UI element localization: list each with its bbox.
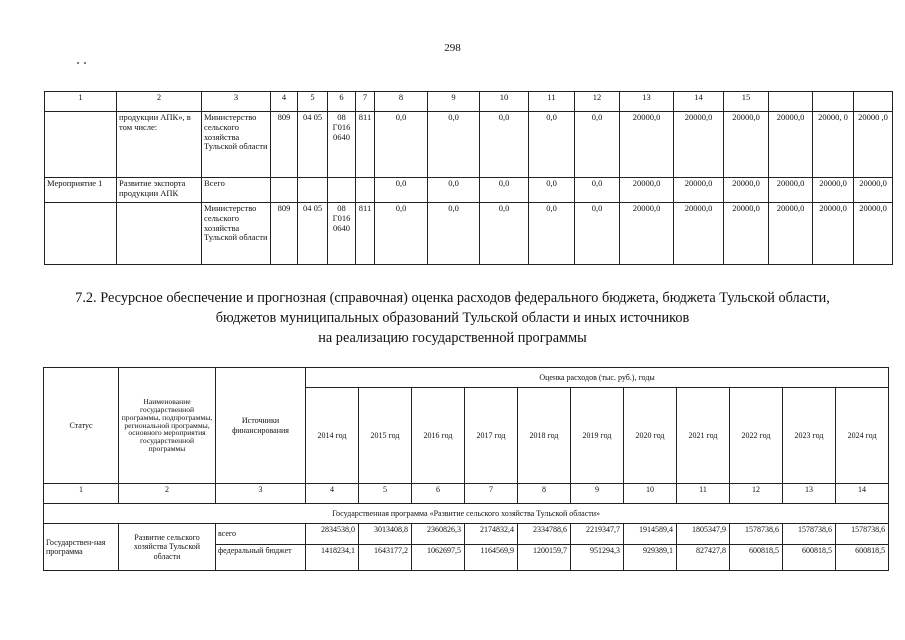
value-cell: 2360826,3 xyxy=(412,524,465,545)
value-cell: 0,0 xyxy=(529,178,575,203)
value-cell: 1643177,2 xyxy=(359,545,412,571)
header-cell: 4 xyxy=(271,92,298,112)
value-cell: 20000,0 xyxy=(674,203,724,265)
value-cell: 20000,0 xyxy=(724,178,769,203)
bottom-header-row xyxy=(44,368,889,388)
value-cell: 1200159,7 xyxy=(518,545,571,571)
value-cell: 20000,0 xyxy=(769,203,813,265)
value-cell: 827427,8 xyxy=(677,545,730,571)
column-number: 3 xyxy=(216,484,306,504)
header-cell: 11 xyxy=(529,92,575,112)
header-cell xyxy=(854,92,893,112)
value-cell: 20000,0 xyxy=(674,178,724,203)
header-cell: 1 xyxy=(45,92,117,112)
value-cell: 1418234,1 xyxy=(306,545,359,571)
header-cell: 15 xyxy=(724,92,769,112)
cell xyxy=(356,178,375,203)
year-header: 2023 год xyxy=(783,388,836,484)
cell: 04 05 xyxy=(298,203,328,265)
value-cell: 20000,0 xyxy=(620,178,674,203)
cell: 811 xyxy=(356,112,375,178)
value-cell: 0,0 xyxy=(575,112,620,178)
section-title xyxy=(0,288,905,348)
value-cell: 3013408,8 xyxy=(359,524,412,545)
cell xyxy=(117,203,202,265)
column-number: 6 xyxy=(412,484,465,504)
year-header: 2019 год xyxy=(571,388,624,484)
cell: 04 05 xyxy=(298,112,328,178)
value-cell: 0,0 xyxy=(375,112,428,178)
value-cell: 20000,0 xyxy=(620,112,674,178)
value-cell: 1062697,5 xyxy=(412,545,465,571)
sources-header: Источники финансирования xyxy=(216,368,306,484)
header-cell: 2 xyxy=(117,92,202,112)
bottom-table xyxy=(43,367,889,571)
year-header: 2018 год xyxy=(518,388,571,484)
column-number: 4 xyxy=(306,484,359,504)
column-number: 12 xyxy=(730,484,783,504)
top-table xyxy=(44,91,893,265)
status-header: Статус xyxy=(44,368,119,484)
value-cell: 1578738,6 xyxy=(783,524,836,545)
value-cell: 20000,0 xyxy=(813,203,854,265)
cell: 809 xyxy=(271,203,298,265)
year-header: 2017 год xyxy=(465,388,518,484)
value-cell: 1164569,9 xyxy=(465,545,518,571)
column-number: 8 xyxy=(518,484,571,504)
section-title-line: бюджетов муниципальных образований Тульской области и иных источников xyxy=(215,310,690,326)
cell: 809 xyxy=(271,112,298,178)
value-cell: 20000,0 xyxy=(854,203,893,265)
cell: 811 xyxy=(356,203,375,265)
cell: Министерство сельского хозяйства Тульской области xyxy=(202,112,271,178)
table-row xyxy=(45,178,893,203)
value-cell: 0,0 xyxy=(480,203,529,265)
value-cell: 2219347,7 xyxy=(571,524,624,545)
value-cell: 1578738,6 xyxy=(836,524,889,545)
header-cell: 3 xyxy=(202,92,271,112)
scan-speck xyxy=(77,62,79,64)
column-number: 1 xyxy=(44,484,119,504)
column-number: 14 xyxy=(836,484,889,504)
header-cell: 10 xyxy=(480,92,529,112)
header-cell: 8 xyxy=(375,92,428,112)
value-cell: 20000,0 xyxy=(813,178,854,203)
section-title-line: на реализацию государственной программы xyxy=(318,330,587,346)
header-cell: 9 xyxy=(428,92,480,112)
value-cell: 600818,5 xyxy=(783,545,836,571)
value-cell: 1805347,9 xyxy=(677,524,730,545)
year-header: 2022 год xyxy=(730,388,783,484)
column-number-row xyxy=(44,484,889,504)
value-cell: 0,0 xyxy=(480,112,529,178)
value-cell: 20000,0 xyxy=(854,178,893,203)
column-number: 11 xyxy=(677,484,730,504)
cell xyxy=(45,112,117,178)
cell: продукции АПК», в том числе: xyxy=(117,112,202,178)
value-cell: 20000,0 xyxy=(620,203,674,265)
year-header: 2024 год xyxy=(836,388,889,484)
value-cell: 0,0 xyxy=(375,178,428,203)
column-number: 5 xyxy=(359,484,412,504)
value-cell: 0,0 xyxy=(428,178,480,203)
value-cell: 20000,0 xyxy=(674,112,724,178)
cell: Министерство сельского хозяйства Тульской области xyxy=(202,203,271,265)
value-cell: 2174832,4 xyxy=(465,524,518,545)
cell: Всего xyxy=(202,178,271,203)
program-title-row xyxy=(44,504,889,524)
cell xyxy=(298,178,328,203)
value-cell: 600818,5 xyxy=(836,545,889,571)
year-header: 2021 год xyxy=(677,388,730,484)
status-cell: Государствен-ная программа xyxy=(44,524,119,571)
year-header: 2016 год xyxy=(412,388,465,484)
header-cell: 14 xyxy=(674,92,724,112)
year-header: 2020 год xyxy=(624,388,677,484)
cell: Развитие экспорта продукции АПК xyxy=(117,178,202,203)
table-row xyxy=(45,112,893,178)
header-cell: 6 xyxy=(328,92,356,112)
column-number: 9 xyxy=(571,484,624,504)
cell: 08 Г016 0640 xyxy=(328,203,356,265)
table-row xyxy=(45,203,893,265)
value-cell: 1578738,6 xyxy=(730,524,783,545)
program-name-cell: Развитие сельского хозяйства Тульской области xyxy=(119,524,216,571)
value-cell: 0,0 xyxy=(480,178,529,203)
value-cell: 0,0 xyxy=(575,203,620,265)
cell xyxy=(271,178,298,203)
table-row xyxy=(44,524,889,545)
year-header: 2014 год xyxy=(306,388,359,484)
value-cell: 929389,1 xyxy=(624,545,677,571)
column-number: 13 xyxy=(783,484,836,504)
value-cell: 600818,5 xyxy=(730,545,783,571)
value-cell: 0,0 xyxy=(375,203,428,265)
value-cell: 20000,0 xyxy=(724,112,769,178)
value-cell: 951294,3 xyxy=(571,545,624,571)
value-cell: 2834538,0 xyxy=(306,524,359,545)
estimate-header: Оценка расходов (тыс. руб.), годы xyxy=(306,368,889,388)
value-cell: 20000,0 xyxy=(724,203,769,265)
header-cell: 12 xyxy=(575,92,620,112)
year-header: 2015 год xyxy=(359,388,412,484)
cell xyxy=(328,178,356,203)
value-cell: 2334788,6 xyxy=(518,524,571,545)
value-cell: 0,0 xyxy=(575,178,620,203)
value-cell: 20000, 0 xyxy=(813,112,854,178)
column-number: 10 xyxy=(624,484,677,504)
value-cell: 0,0 xyxy=(529,112,575,178)
section-title-line: 7.2. Ресурсное обеспечение и прогнозная (справочная) оценка расходов федерального бюджета, бюджета Тульской области, xyxy=(75,290,830,306)
cell: Мероприятие 1 xyxy=(45,178,117,203)
value-cell: 0,0 xyxy=(529,203,575,265)
top-table-header-row xyxy=(45,92,893,112)
header-cell xyxy=(769,92,813,112)
value-cell: 0,0 xyxy=(428,112,480,178)
cell: 08 Г016 0640 xyxy=(328,112,356,178)
value-cell: 20000 ,0 xyxy=(854,112,893,178)
value-cell: 20000,0 xyxy=(769,112,813,178)
header-cell xyxy=(813,92,854,112)
source-cell: федеральный бюджет xyxy=(216,545,306,571)
scan-speck xyxy=(84,62,86,64)
value-cell: 20000,0 xyxy=(769,178,813,203)
program-title: Государственная программа «Развитие сельского хозяйства Тульской области» xyxy=(44,504,889,524)
page-number: 298 xyxy=(444,42,461,54)
header-cell: 13 xyxy=(620,92,674,112)
program-name-header: Наименование государственной программы, подпрограммы, региональной программы, основного мероприятия государственной программы xyxy=(119,368,216,484)
value-cell: 0,0 xyxy=(428,203,480,265)
value-cell: 1914589,4 xyxy=(624,524,677,545)
header-cell: 5 xyxy=(298,92,328,112)
column-number: 7 xyxy=(465,484,518,504)
source-cell: всего xyxy=(216,524,306,545)
column-number: 2 xyxy=(119,484,216,504)
cell xyxy=(45,203,117,265)
header-cell: 7 xyxy=(356,92,375,112)
